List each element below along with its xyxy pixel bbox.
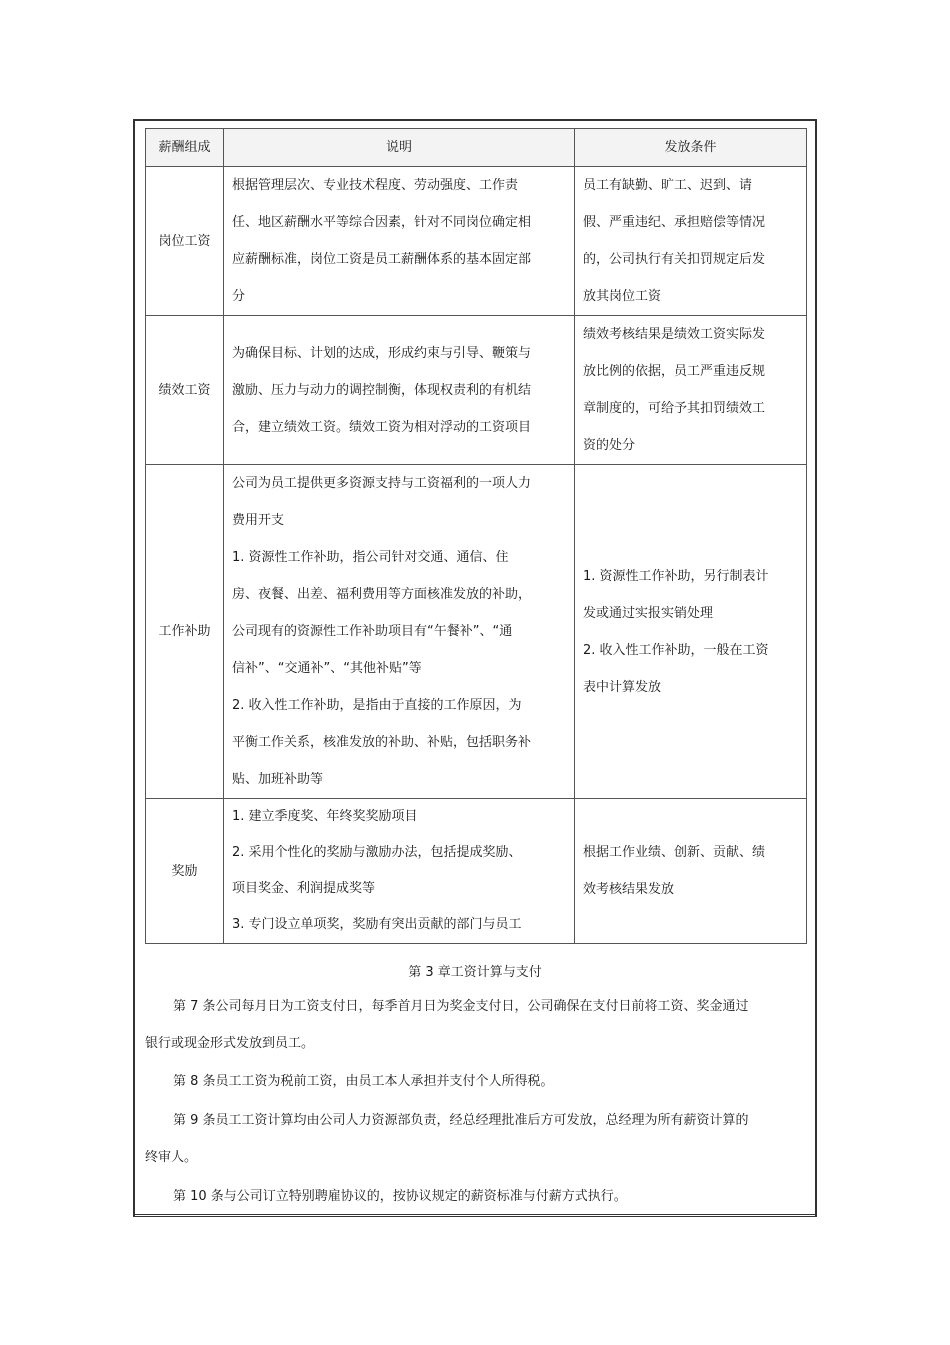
row-description bbox=[224, 799, 575, 944]
article-7 bbox=[145, 988, 805, 1062]
row-name: 绩效工资 bbox=[146, 316, 224, 465]
text-line: 贴、加班补助等 bbox=[232, 772, 324, 787]
text-line: 激励、压力与动力的调控制衡，体现权责利的有机结 bbox=[232, 382, 532, 398]
table-header-row bbox=[146, 129, 807, 167]
article-9 bbox=[145, 1102, 805, 1176]
table-row bbox=[146, 167, 807, 316]
article-line: 第 9 条员工工资计算均由公司人力资源部负责，经总经理批准后方可发放，总经理为所有薪资计算的 bbox=[173, 1113, 749, 1128]
text-line: 2. 收入性工作补助，一般在工资 bbox=[583, 642, 769, 658]
row-conditions bbox=[575, 167, 807, 316]
article-line: 银行或现金形式发放到员工。 bbox=[145, 1036, 315, 1051]
text-line: 公司现有的资源性工作补助项目有“午餐补”、“通 bbox=[232, 624, 513, 639]
text-line: 员工有缺勤、旷工、迟到、请 bbox=[583, 178, 753, 193]
text-line: 发或通过实报实销处理 bbox=[583, 605, 714, 621]
text-line: 根据工作业绩、创新、贡献、绩 bbox=[583, 845, 766, 860]
article-8 bbox=[145, 1063, 805, 1100]
text-line: 资的处分 bbox=[583, 438, 636, 453]
text-line: 效考核结果发放 bbox=[583, 882, 675, 897]
text-line: 3. 专门设立单项奖，奖励有突出贡献的部门与员工 bbox=[232, 917, 522, 932]
article-line: 第 7 条公司每月日为工资支付日，每季首月日为奖金支付日，公司确保在支付日前将工资、奖金通过 bbox=[173, 999, 749, 1014]
text-line: 任、地区薪酬水平等综合因素，针对不同岗位确定相 bbox=[232, 215, 532, 230]
text-line: 1. 资源性工作补助，另行制表计 bbox=[583, 568, 769, 584]
row-name: 岗位工资 bbox=[146, 167, 224, 316]
text-line: 公司为员工提供更多资源支持与工资福利的一项人力 bbox=[232, 476, 532, 491]
row-name: 工作补助 bbox=[146, 465, 224, 799]
table-row bbox=[146, 465, 807, 799]
row-description bbox=[224, 316, 575, 465]
row-description bbox=[224, 465, 575, 799]
text-line: 分 bbox=[232, 289, 246, 304]
text-line: 假、严重违纪、承担赔偿等情况 bbox=[583, 215, 766, 230]
text-line: 项目奖金、利润提成奖等 bbox=[232, 881, 376, 896]
row-conditions bbox=[575, 465, 807, 799]
text-line: 信补”、“交通补”、“其他补贴”等 bbox=[232, 661, 422, 676]
row-conditions bbox=[575, 799, 807, 944]
text-line: 绩效考核结果是绩效工资实际发 bbox=[583, 327, 766, 342]
text-line: 表中计算发放 bbox=[583, 679, 662, 695]
text-line: 根据管理层次、专业技术程度、劳动强度、工作责 bbox=[232, 178, 519, 193]
text-line: 合，建立绩效工资。绩效工资为相对浮动的工资项目 bbox=[232, 419, 532, 435]
text-line: 为确保目标、计划的达成，形成约束与引导、鞭策与 bbox=[232, 345, 532, 361]
text-line: 2. 采用个性化的奖励与激励办法，包括提成奖励、 bbox=[232, 845, 522, 860]
article-line: 第 10 条与公司订立特别聘雇协议的，按协议规定的薪资标准与付薪方式执行。 bbox=[173, 1189, 627, 1204]
article-line: 第 8 条员工工资为税前工资，由员工本人承担并支付个人所得税。 bbox=[173, 1074, 554, 1089]
row-description bbox=[224, 167, 575, 316]
text-line: 1. 资源性工作补助，指公司针对交通、通信、住 bbox=[232, 550, 509, 565]
text-line: 章制度的，可给予其扣罚绩效工 bbox=[583, 401, 766, 416]
table-row bbox=[146, 316, 807, 465]
row-name: 奖励 bbox=[146, 799, 224, 944]
text-line: 2. 收入性工作补助，是指由于直接的工作原因，为 bbox=[232, 698, 522, 713]
header-composition: 薪酬组成 bbox=[146, 129, 224, 167]
text-line: 房、夜餐、出差、福利费用等方面核准发放的补助， bbox=[232, 587, 532, 602]
header-description: 说明 bbox=[224, 129, 575, 167]
article-line: 终审人。 bbox=[145, 1150, 198, 1165]
text-line: 放比例的依据，员工严重违反规 bbox=[583, 364, 766, 379]
row-conditions bbox=[575, 316, 807, 465]
table-row bbox=[146, 799, 807, 944]
article-10 bbox=[145, 1178, 805, 1215]
chapter-heading: 第 3 章工资计算与支付 bbox=[408, 965, 542, 980]
text-line: 放其岗位工资 bbox=[583, 289, 662, 304]
header-conditions: 发放条件 bbox=[575, 129, 807, 167]
text-line: 的，公司执行有关扣罚规定后发 bbox=[583, 252, 766, 267]
salary-composition-table bbox=[145, 128, 807, 944]
text-line: 费用开支 bbox=[232, 513, 285, 528]
text-line: 1. 建立季度奖、年终奖奖励项目 bbox=[232, 809, 418, 824]
text-line: 应薪酬标准，岗位工资是员工薪酬体系的基本固定部 bbox=[232, 252, 532, 267]
text-line: 平衡工作关系，核准发放的补助、补贴，包括职务补 bbox=[232, 735, 532, 750]
